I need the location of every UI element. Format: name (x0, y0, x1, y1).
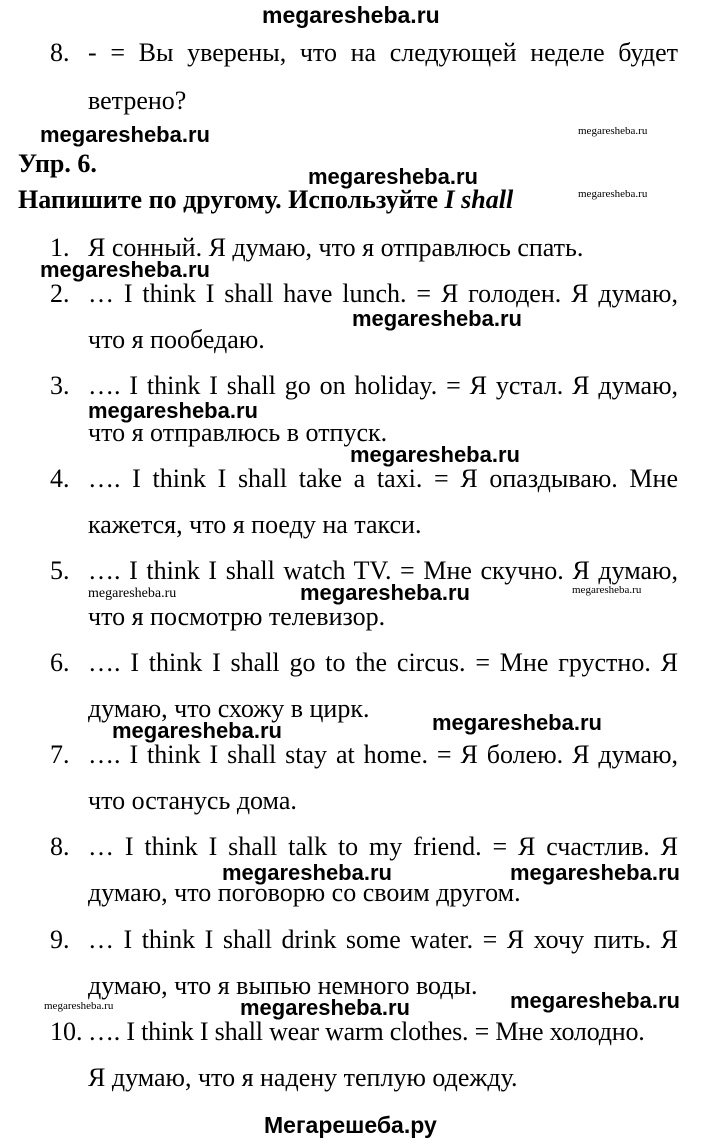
watermark: megaresheba.ru (88, 398, 258, 423)
item-line1: …. I think I shall take a taxi. = Я опаздываю. Мне (88, 464, 678, 493)
item-number: 7. (50, 740, 70, 769)
item-line1: …. I think I shall watch TV. = Мне скучно. Я думаю, (88, 556, 678, 585)
item-line1: …. I think I shall wear warm clothes. = Мне холодно. (88, 1017, 645, 1046)
item-line2: Я думаю, что я надену теплую одежду. (88, 1063, 518, 1092)
item-line1: …. I think I shall go to the circus. = Мне грустно. Я (88, 648, 678, 677)
watermark: megaresheba.ru (352, 306, 522, 331)
item-number: 9. (50, 925, 70, 954)
item-number: 4. (50, 464, 70, 493)
watermark: megaresheba.ru (350, 442, 520, 467)
watermark: megaresheba.ru (112, 718, 282, 743)
watermark-small: megaresheba.ru (578, 188, 648, 200)
item-number: 1. (50, 233, 70, 262)
item-line2: думаю, что схожу в цирк. (88, 694, 370, 723)
watermark: megaresheba.ru (510, 860, 680, 885)
item-number: 6. (50, 648, 70, 677)
watermark: megaresheba.ru (40, 257, 210, 282)
watermark: megaresheba.ru (510, 988, 680, 1013)
watermark-small: megaresheba.ru (44, 1000, 114, 1012)
item-line1: …. I think I shall stay at home. = Я болею. Я думаю, (88, 740, 678, 769)
watermark: megaresheba.ru (308, 164, 478, 189)
item-number: 3. (50, 371, 70, 400)
watermark-bottom: Мегарешеба.ру (264, 1112, 437, 1138)
prev-item-number: 8. (50, 38, 70, 67)
prev-item-line2: ветрено? (88, 86, 187, 115)
item-line1: … I think I shall drink some water. = Я хочу пить. Я (88, 925, 678, 954)
item-number: 10. (50, 1017, 83, 1046)
watermark-top: megaresheba.ru (262, 2, 440, 28)
instruction-text: Напишите по другому. Используйте (18, 185, 445, 214)
watermark: megaresheba.ru (432, 710, 602, 735)
watermark-small: megaresheba.ru (578, 125, 648, 137)
exercise-instruction (18, 185, 513, 215)
item-line2: думаю, что поговорю со своим другом. (88, 878, 521, 907)
instruction-emphasis: I shall (444, 185, 514, 214)
item-line1: … I think I shall talk to my friend. = Я счастлив. Я (88, 832, 678, 861)
item-line2: что останусь дома. (88, 786, 297, 815)
prev-item-line1: - = Вы уверены, что на следующей неделе будет (88, 38, 678, 67)
watermark-small: megaresheba.ru (572, 584, 642, 596)
item-number: 2. (50, 279, 70, 308)
exercise-title: Упр. 6. (18, 149, 97, 178)
item-line1: Я сонный. Я думаю, что я отправлюсь спать. (88, 233, 584, 262)
item-line2: думаю, что я выпью немного воды. (88, 971, 478, 1000)
item-line2: кажется, что я поеду на такси. (88, 510, 422, 539)
item-line1: …. I think I shall go on holiday. = Я устал. Я думаю, (88, 371, 678, 400)
watermark-small: megaresheba.ru (88, 586, 177, 601)
watermark: megaresheba.ru (240, 995, 410, 1020)
item-line2: что я пообедаю. (88, 325, 265, 354)
watermark: megaresheba.ru (300, 580, 470, 605)
item-number: 5. (50, 556, 70, 585)
item-number: 8. (50, 832, 70, 861)
watermark: megaresheba.ru (222, 860, 392, 885)
item-line2: что я отправлюсь в отпуск. (88, 418, 388, 447)
watermark: megaresheba.ru (40, 122, 210, 147)
item-line2: что я посмотрю телевизор. (88, 602, 386, 631)
item-line1: … I think I shall have lunch. = Я голоден. Я думаю, (88, 279, 678, 308)
